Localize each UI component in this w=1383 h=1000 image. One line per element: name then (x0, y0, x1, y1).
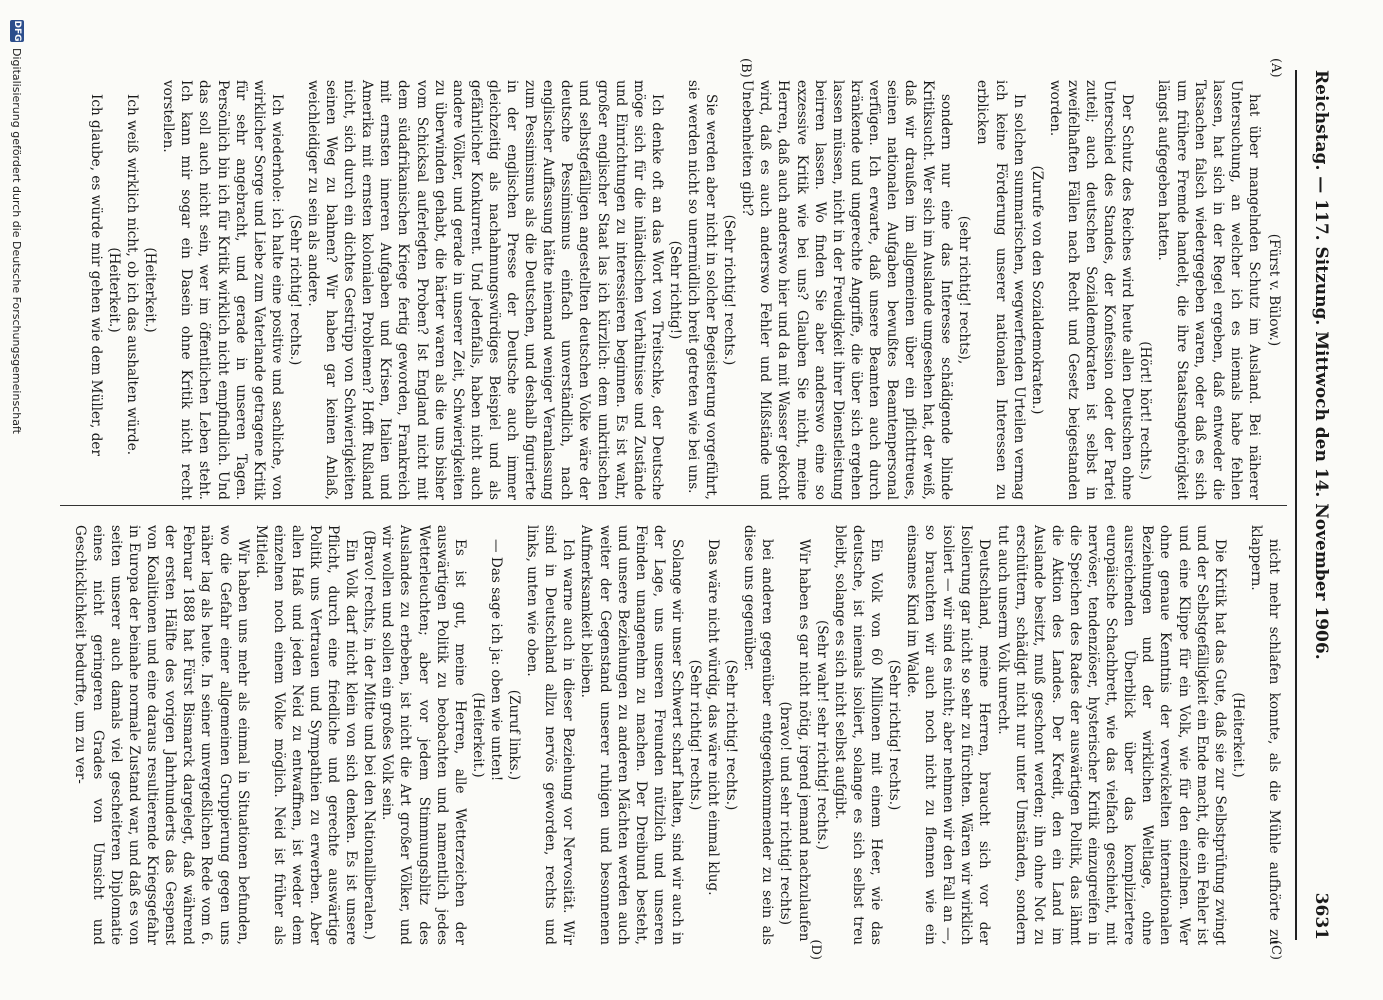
margin-marker-d: (D) (808, 939, 823, 960)
paragraph: Wir haben uns mehr als einmal in Situationen befunden, wo die Gefahr einer allgemeinen Gruppierung gegen uns näher lag als heute. In seiner unvergeßlichen Rede vom 6. Februar 1888 hat Fürst Bismarck dargelegt, daß während der ersten Hälfte des vorigen Jahrhunderts das Gespenst von Koalitionen und eine daraus resultierende Kriegsgefahr in Europa der beinahe normale Zustand war, und daß es von seiten unserer auch damals viel gescheiteren Diplomatie eines nicht geringeren Grades von Umsicht und Geschicklichkeit bedurfte, um zu ver- (71, 525, 251, 945)
paragraph: Es ist gut, meine Herren, alle Wetterzeichen der auswärtigen Politik zu beobachten und namentlich jedes Wetterleuchten; aber vor jedem Stimmungsblitz des Auslandes zu erbeben, ist nicht die Art großer Völker, und wir wollen und sollen ein großes Volk sein. (379, 525, 468, 945)
paragraph: Deutschland, meine Herren, braucht sich vor der Isolierung gar nicht so sehr zu fürchten. Wären wir wirklich isoliert — wir sind es nicht; aber nehmen wir den Fall an —, so brauchten wir auch noch nicht zu flennen wie ein einsames Kind im Walde. (904, 525, 993, 945)
paragraph: Wir haben es gar nicht nötig, irgend jemand nachzulaufen (795, 539, 812, 942)
paragraph: Ein Volk darf nicht klein von sich denken. Es ist unsere Pflicht, durch eine friedliche und gerechte auswärtige Politik uns Vertrauen und Sympathien zu erwerben. Aber allen Haß und jeden Neid zu entwaffnen, ist weder dem einzelnen noch einem Volke möglich. Neid ist früher als Mitleid. (252, 525, 360, 945)
header-rule (1295, 70, 1297, 940)
paragraph: Die Kritik hat das Gute, daß sie zur Selbstprüfung zwingt und der Selbstgefälligkeit ein Ende macht, die ein Fehler ist und eine Klippe für ein Volk, wie für den einzelnen. Wer ohne genaue Kenntnis der verwickelten internationalen Beziehungen und der wirklichen Weltlage, ohne ausreichenden Überblick über das kompliziertere europäische Schachbrett, wie das vielfach geschieht, mit nervöser, tendenziöser, hysterischer Kritik einzugreifen in die Speichen des Rades der auswärtigen Politik, das lähmt die Aktion des Landes. Der Kredit, den ein Land im Auslande besitzt, muß geschont werden; ihn ohne Not zu erschüttern, schädigt nicht nur unter Umständen, sondern tut auch unserm Volk unrecht. (994, 525, 1228, 945)
interjection: (Hört! hört! rechts.) (1137, 341, 1154, 480)
paragraph: Sie werden aber nicht in solcher Begeisterung vorgeführt, sie werden nicht so unermüdlich breit getreten wie bei uns. (685, 80, 720, 500)
page-number: 3631 (1311, 892, 1331, 940)
paragraph: Das wäre nicht würdig, das wäre nicht einmal klug. (705, 539, 722, 896)
right-column (71, 525, 1283, 945)
paragraph: bei anderen gegenüber entgegenkommender zu sein als diese uns gegenüber. (741, 525, 776, 945)
paragraph: Solange wir unser Schwert scharf halten, sind wir auch in der Lage, uns unseren Freunden nützlich und unseren Feinden unangenehm zu machen. Der Dreibund besteht, und unsere Beziehungen zu anderen Mächten werden auch weiter der Gegenstand unserer ruhigen und besonnenen Aufmerksamkeit bleiben. (578, 525, 685, 945)
interjection: (Sehr richtig! rechts.) (723, 659, 740, 811)
interjection: (Sehr richtig!) (666, 240, 683, 340)
margin-marker-a: (A) (1268, 58, 1283, 78)
paragraph: sondern nur eine das Interesse schädigende blinde Kritiksucht. Wer sich im Auslande umgesehen hat, der weiß, daß wir draußen im allgemeinen über ein pflichttreues, seinen nationalen Aufgaben bewußtes Beamtenpersonal verfügen. Ich erwarte, daß unsere Beamten auch durch kränkende und ungerechte Angriffe, die über sich ergehen lassen müssen, nicht in der Freudigkeit ihrer Dienstleistung beirren lassen. Wo finden Sie aber anderswo eine so exzessive Kritik wie bei uns? Glauben Sie nicht, meine Herren, daß auch anderswo hier und da mit Wasser gekocht wird, daß es auch anderswo Fehler und Mißstände und Unebenheiten gibt? (739, 80, 955, 500)
interjection: (Heiterkeit.) (106, 247, 122, 333)
interjection: (Sehr richtig! rechts.) (286, 214, 303, 366)
paragraph: nicht mehr schlafen konnte, als die Mühle aufhörte zu klappern. (1247, 525, 1282, 945)
header-title: Reichstag. — 117. Sitzung. Mittwoch den 14. November 1906. (1311, 70, 1331, 660)
interjection: (Sehr richtig! rechts.) (687, 659, 703, 811)
paragraph: Ein Volk von 60 Millionen mit einem Heer, wie das deutsche, ist niemals isoliert, solange es sich selbst treu bleibt, solange es sich nicht selbst aufgibt. (831, 525, 884, 945)
digitization-footer (8, 20, 26, 980)
paragraph: Ich wiederhole: ich halte eine positive und sachliche, von wirklicher Sorge und Liebe zum Vaterlande getragene Kritik für sehr angebracht, und gerade in unseren Tagen. Persönlich bin ich für Kritik wirklich nicht empfindlich. Und das soll auch nicht sein, wer im öffentlichen Leben steht. Ich kann mir sogar ein Dasein ohne Kritik nicht recht vorstellen. (160, 80, 285, 500)
interjection: (Sehr richtig! rechts.) (721, 214, 738, 366)
paragraph: Der Schutz des Reiches wird heute allen Deutschen ohne Unterschied des Standes, der Konfession oder der Partei zuteil; auch deutschen Sozialdemokraten ist selbst in zweifelhaften Fällen nach Recht und Gesetz beigestanden worden. (1046, 80, 1136, 500)
interjection: (sehr richtig! rechts), (956, 215, 973, 365)
paragraph: Ich warne auch in dieser Beziehung vor Nervosität. Wir sind in Deutschland allzu nervös geworden, rechts und links, unten wie oben. (524, 525, 577, 945)
paragraph: In solchen summarischen, wegwerfenden Urteilen vermag ich keine Förderung unserer nationalen Interessen zu erblicken (974, 80, 1027, 500)
paragraph: Ich denke oft an das Wort von Treitschke, der Deutsche möge sich für die inländischen Verhältnisse und Zustände und Einrichtungen zu interessieren beginnen. Es ist wahr, großer englischer Staat las ich kürzlich: dem unkritischen und selbstgefälligen angestellten deutschen Volke wäre der deutsche Pessimismus einfach unverständlich, nach englischer Auffassung hätte niemand weniger Veranlassung zum Pessimismus als die Deutschen, und deshalb figurierte in der englischen Presse der Deutsche auch immer gleichzeitig als nachahmungswürdiges Beispiel und als gefährlicher Konkurrent. Und jedenfalls, haben nicht auch andere Völker, und gerade in unserer Zeit, Schwierigkeiten zu überwinden gehabt, die härter waren als die uns bisher vom Schicksal auferlegten Proben? Ist England nicht mit dem südafrikanischen Kriege fertig geworden, Frankreich mit ernsten inneren Aufgaben und Krisen, Italien und Amerika mit ernsten kolonialen Problemen? Hofft Rußland nicht, sich durch ein dichtes Gestrüpp von Schwierigkeiten seinen Weg zu bahnen? Wir haben gar keinen Anlaß, weichleidiger zu sein als andere. (305, 80, 665, 500)
interjection: (Zuruf links.) (506, 689, 523, 781)
margin-marker-b: (B) (738, 58, 753, 78)
interjection: (Heiterkeit.) (1229, 692, 1246, 778)
paragraph: Ich weiß wirklich nicht, ob ich das aushalten würde. (124, 94, 141, 456)
paragraph: Ich glaube, es würde mir gehen wie dem Müller, der (87, 94, 104, 456)
interjection: (Zurufe von den Sozialdemokraten.) (1028, 165, 1045, 415)
interjection: (Bravo! rechts, in der Mitte und bei den Nationalliberalen.) (361, 530, 378, 940)
page-header (1301, 70, 1341, 940)
paragraph: — Das sage ich ja: oben wie unten! (487, 539, 504, 782)
left-column (87, 80, 1283, 500)
speaker-label: (Fürst v. Bülow.) (1266, 233, 1282, 347)
paragraph: hat über mangelnden Schutz im Ausland. Bei näherer Untersuchung, an welcher ich es niemals habe fehlen lassen, hat sich in der Regel ergeben, daß entweder die Tatsachen falsch wiedergegeben waren, oder daß es sich um frühere Fremde handelt, die ihre Staatsangehörigkeit längst aufgegeben hatten. (1155, 80, 1262, 500)
margin-marker-c: (C) (1268, 939, 1283, 960)
column-divider (60, 505, 1287, 506)
interjection: (Sehr wahr! sehr richtig! rechts.) (813, 619, 830, 851)
interjection: (Sehr richtig! rechts.) (886, 659, 903, 811)
interjection: (Heiterkeit.) (469, 692, 486, 778)
footer-text: Digitalisierung gefördert durch die Deutsche Forschungsgemeinschaft (10, 48, 24, 434)
dfg-logo: DFG (12, 20, 22, 42)
interjection: (Heiterkeit.) (142, 247, 159, 333)
interjection: (bravo! und sehr richtig! rechts) (777, 701, 794, 925)
